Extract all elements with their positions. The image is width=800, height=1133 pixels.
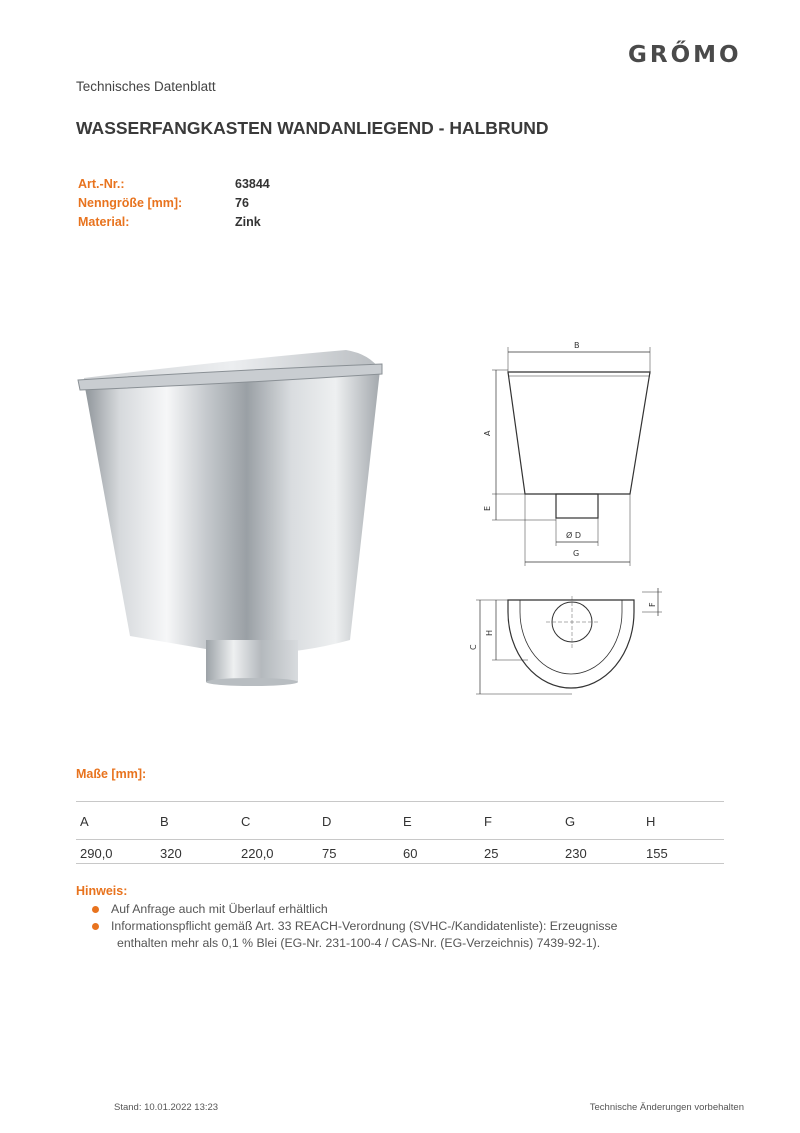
notes-heading: Hinweis: bbox=[76, 884, 128, 898]
table-rule bbox=[76, 863, 724, 864]
spec-value: Zink bbox=[235, 215, 261, 229]
product-photo bbox=[70, 340, 400, 720]
footer-date: Stand: 10.01.2022 13:23 bbox=[114, 1102, 219, 1113]
table-cell-f: 25 bbox=[484, 846, 499, 861]
table-cell-g: 230 bbox=[565, 846, 587, 861]
spec-value: 63844 bbox=[235, 177, 270, 191]
spec-label: Material: bbox=[78, 215, 130, 229]
brand-logo: GRŐMO bbox=[628, 42, 742, 68]
table-cell-d: 75 bbox=[322, 846, 337, 861]
table-header-a: A bbox=[80, 814, 89, 829]
dim-label-f: F bbox=[648, 602, 657, 607]
dim-label-e: E bbox=[483, 505, 492, 511]
table-rule bbox=[76, 839, 724, 840]
bullet-icon bbox=[92, 906, 99, 913]
product-title: WASSERFANGKASTEN WANDANLIEGEND - HALBRUND bbox=[76, 118, 549, 138]
table-header-f: F bbox=[484, 814, 492, 829]
technical-drawing-top-view bbox=[462, 582, 672, 707]
dim-label-g: G bbox=[573, 549, 580, 558]
table-header-h: H bbox=[646, 814, 656, 829]
technical-drawing-side-view bbox=[470, 330, 670, 580]
spec-label: Art.-Nr.: bbox=[78, 177, 125, 191]
dim-label-a: A bbox=[483, 430, 492, 436]
document-type: Technisches Datenblatt bbox=[76, 79, 216, 94]
spec-label: Nenngröße [mm]: bbox=[78, 196, 183, 210]
spec-value: 76 bbox=[235, 196, 249, 210]
dim-label-h: H bbox=[485, 629, 494, 636]
table-cell-c: 220,0 bbox=[241, 846, 274, 861]
table-header-e: E bbox=[403, 814, 412, 829]
note-item: Auf Anfrage auch mit Überlauf erhältlich bbox=[111, 902, 328, 916]
table-cell-e: 60 bbox=[403, 846, 418, 861]
table-header-c: C bbox=[241, 814, 251, 829]
table-cell-b: 320 bbox=[160, 846, 182, 861]
note-item-continuation: enthalten mehr als 0,1 % Blei (EG-Nr. 231-100-4 / CAS-Nr. (EG-Verzeichnis) 7439-92-1). bbox=[117, 936, 601, 950]
table-header-b: B bbox=[160, 814, 169, 829]
table-cell-h: 155 bbox=[646, 846, 668, 861]
table-cell-a: 290,0 bbox=[80, 846, 113, 861]
bullet-icon bbox=[92, 923, 99, 930]
dim-label-c: C bbox=[469, 644, 478, 650]
note-item: Informationspflicht gemäß Art. 33 REACH-Verordnung (SVHC-/Kandidatenliste): Erzeugnisse bbox=[111, 919, 618, 933]
dim-label-b: B bbox=[574, 341, 580, 350]
table-header-g: G bbox=[565, 814, 576, 829]
footer-disclaimer: Technische Änderungen vorbehalten bbox=[589, 1102, 744, 1113]
dim-label-d: Ø D bbox=[566, 531, 581, 540]
table-rule bbox=[76, 801, 724, 802]
table-header-d: D bbox=[322, 814, 332, 829]
dimensions-heading: Maße [mm]: bbox=[76, 767, 147, 781]
